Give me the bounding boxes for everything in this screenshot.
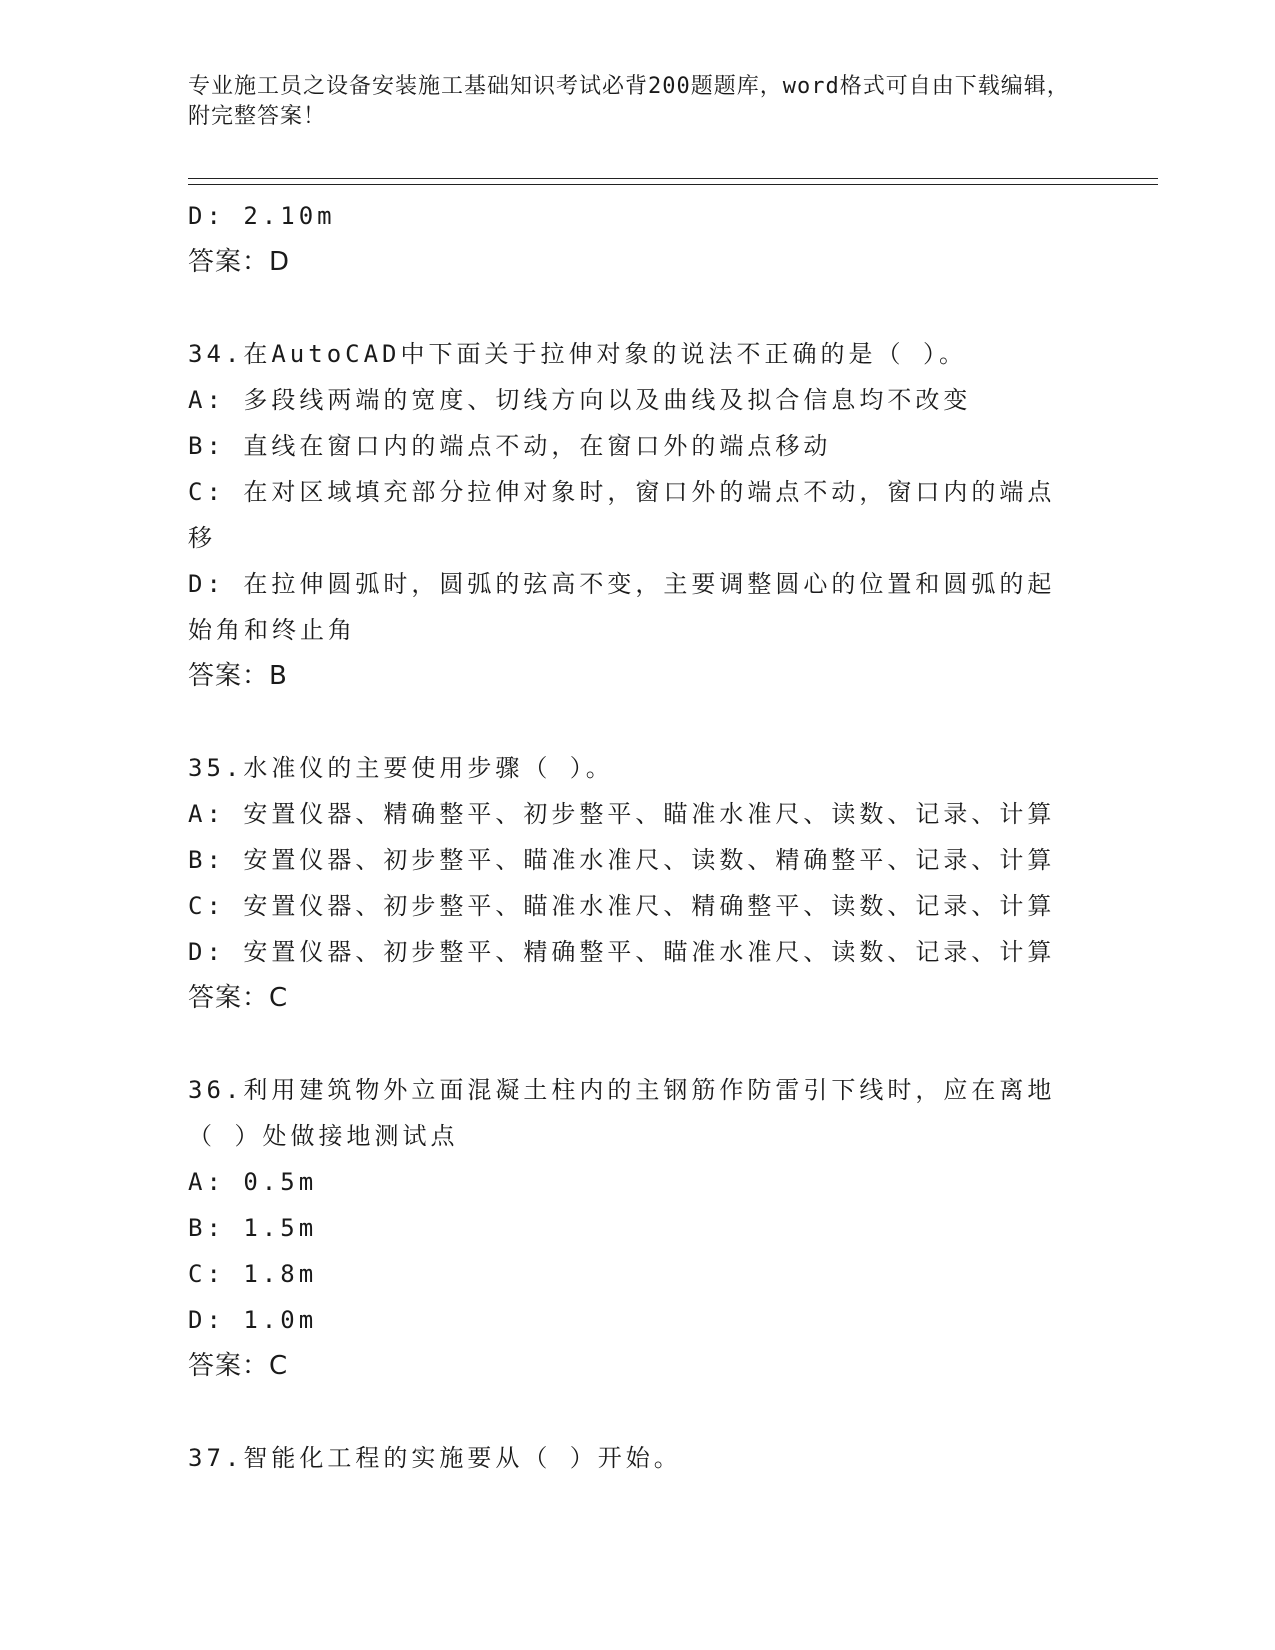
option-a: A: 0.5m [188,1168,318,1196]
header-title: 专业施工员之设备安装施工基础知识考试必背200题题库，word格式可自由下载编辑，附完整答案！ [188,74,1070,129]
option-d: D: 在拉伸圆弧时，圆弧的弦高不变，主要调整圆心的位置和圆弧的起始角和终止角 [188,570,1056,644]
question-text: 36.利用建筑物外立面混凝土柱内的主钢筋作防雷引下线时，应在离地（ ）处做接地测试点 [188,1076,1056,1150]
header-rule-top [188,178,1158,179]
spacer [188,699,1078,745]
option-c: C: 在对区域填充部分拉伸对象时，窗口外的端点不动，窗口内的端点移 [188,478,1056,552]
question-34 [188,331,1078,699]
spacer [188,1389,1078,1435]
document-header [188,72,1088,132]
option-b: B: 直线在窗口内的端点不动，在窗口外的端点移动 [188,432,832,460]
answer: 答案：B [188,661,288,691]
option-d: D: 安置仪器、初步整平、精确整平、瞄准水准尺、读数、记录、计算 [188,938,1056,966]
question-35 [188,745,1078,1021]
question-text: 35.水准仪的主要使用步骤（ ）。 [188,754,614,782]
answer: 答案：C [188,983,289,1013]
answer: 答案：C [188,1351,289,1381]
question-36 [188,1067,1078,1389]
question-37 [188,1435,1078,1481]
spacer [188,285,1078,331]
question-list [188,193,1078,1481]
option-b: B: 1.5m [188,1214,318,1242]
prev-question-tail [188,193,1078,285]
option-a: A: 多段线两端的宽度、切线方向以及曲线及拟合信息均不改变 [188,386,972,414]
option-b: B: 安置仪器、初步整平、瞄准水准尺、读数、精确整平、记录、计算 [188,846,1056,874]
option-a: A: 安置仪器、精确整平、初步整平、瞄准水准尺、读数、记录、计算 [188,800,1056,828]
option-c: C: 1.8m [188,1260,318,1288]
option-d: D: 2.10m [188,202,336,230]
answer: 答案：D [188,247,291,277]
option-c: C: 安置仪器、初步整平、瞄准水准尺、精确整平、读数、记录、计算 [188,892,1056,920]
question-text: 34.在AutoCAD中下面关于拉伸对象的说法不正确的是（ ）。 [188,340,967,368]
question-text: 37.智能化工程的实施要从（ ）开始。 [188,1444,682,1472]
option-d: D: 1.0m [188,1306,318,1334]
spacer [188,1021,1078,1067]
header-rule-bottom [188,184,1158,185]
